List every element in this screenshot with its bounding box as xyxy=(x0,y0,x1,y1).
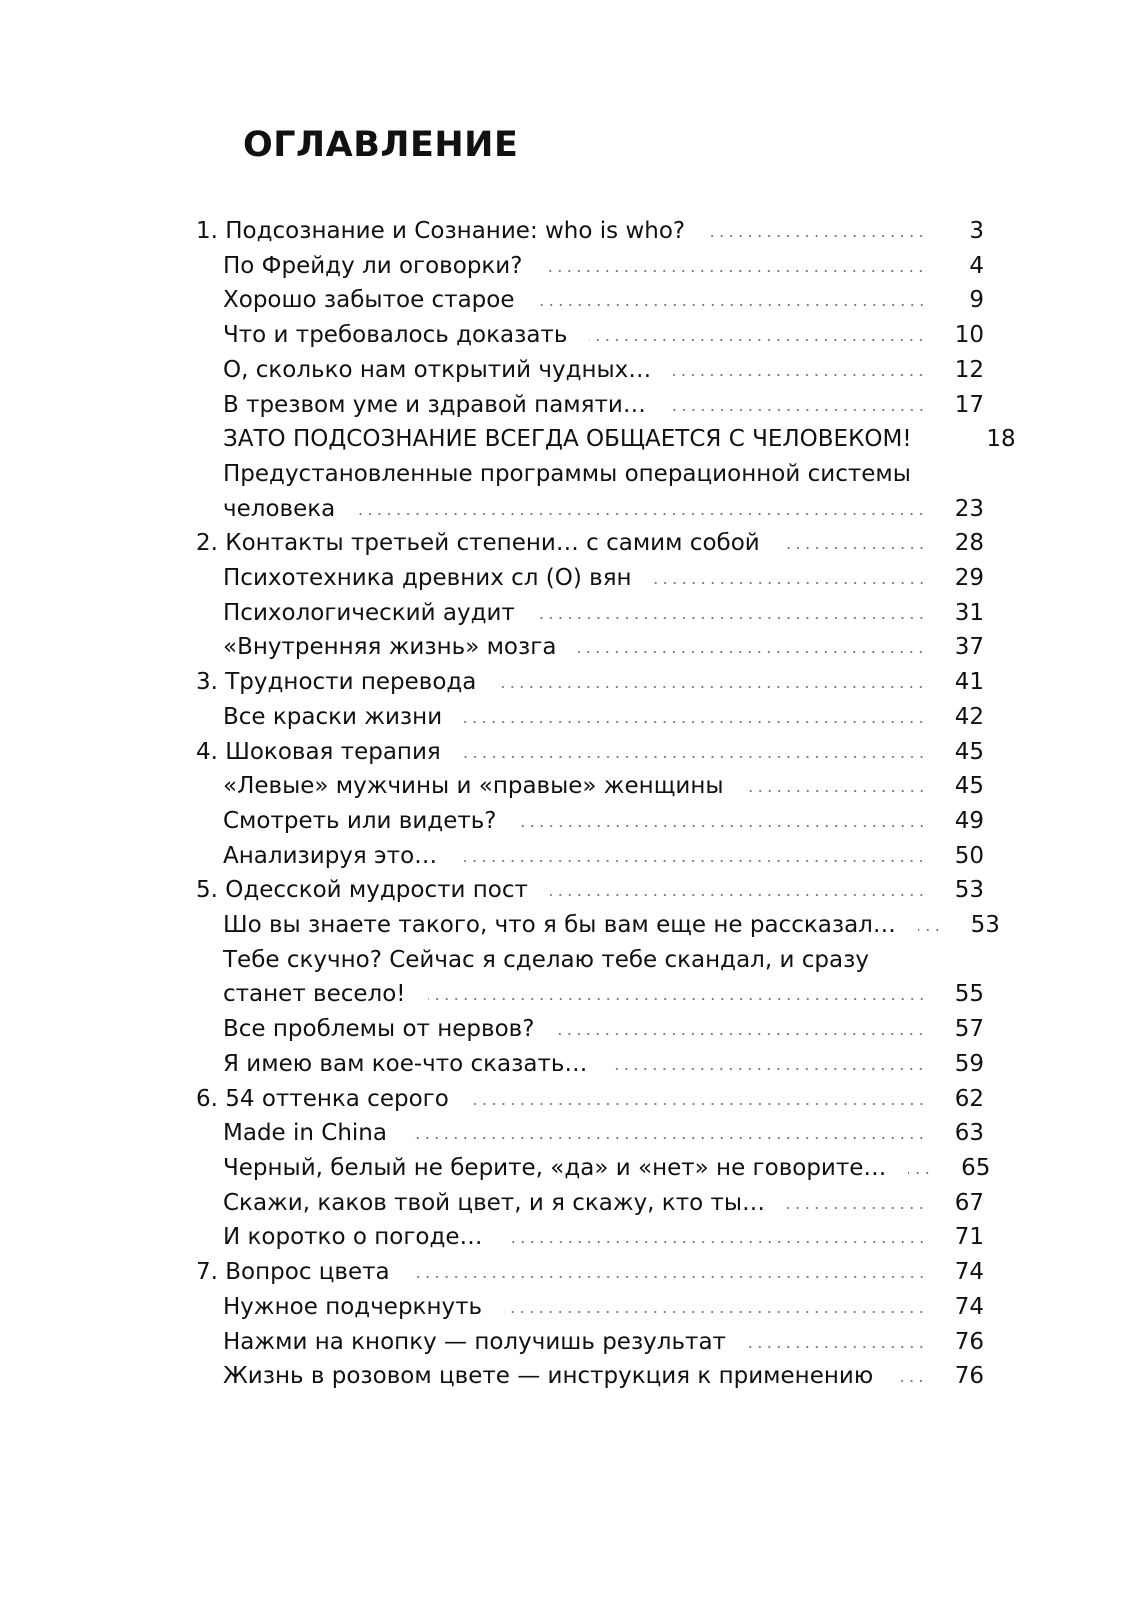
dot-leader xyxy=(464,720,926,724)
toc-entry-title: 4. Шоковая терапия xyxy=(196,738,441,765)
dot-leader xyxy=(707,234,926,238)
toc-section-entry xyxy=(196,908,1000,943)
toc-page-number: 74 xyxy=(954,1293,984,1320)
toc-page-number: 12 xyxy=(954,356,984,383)
toc-entry-title: 3. Трудности перевода xyxy=(196,669,477,696)
dot-leader xyxy=(412,1275,926,1279)
toc-chapter-entry xyxy=(196,214,984,249)
toc-entry-title: «Внутренняя жизнь» мозга xyxy=(223,634,557,661)
dot-leader xyxy=(519,824,926,828)
toc-page-number: 42 xyxy=(954,703,984,730)
dot-leader xyxy=(782,546,926,550)
toc-page-number: 67 xyxy=(954,1189,984,1216)
toc-page-number: 53 xyxy=(970,912,1000,939)
toc-page-number: 31 xyxy=(954,599,984,626)
toc-page-number: 3 xyxy=(969,218,984,244)
toc-entry-title: И коротко о погоде… xyxy=(223,1224,483,1251)
table-of-contents xyxy=(196,214,1016,1394)
dot-leader xyxy=(498,685,926,689)
toc-entry-title: 6. 54 оттенка серого xyxy=(196,1085,449,1112)
toc-page-number: 18 xyxy=(986,426,1016,453)
toc-section-entry xyxy=(196,769,984,804)
toc-entry-title: Черный, белый не берите, «да» и «нет» не говорите… xyxy=(223,1154,887,1181)
toc-section-entry xyxy=(196,943,984,1012)
dot-leader xyxy=(409,1136,926,1140)
toc-entry-title: Шо вы знаете такого, что я бы вам еще не рассказал… xyxy=(223,912,896,939)
toc-page-number: 57 xyxy=(954,1016,984,1043)
toc-page-number: 10 xyxy=(954,322,984,349)
toc-page-number: 71 xyxy=(954,1224,984,1251)
toc-entry-title: 2. Контакты третьей степени… с самим собой xyxy=(196,530,760,557)
dot-leader xyxy=(544,269,926,273)
toc-entry-title: Психотехника древних сл (О) вян xyxy=(223,565,632,592)
toc-page-number: 65 xyxy=(961,1154,991,1181)
dot-leader xyxy=(609,1067,926,1071)
toc-page-number: 9 xyxy=(969,287,984,314)
toc-page-number: 53 xyxy=(954,877,984,904)
toc-chapter-entry xyxy=(196,665,984,700)
toc-section-entry xyxy=(196,596,984,631)
toc-page-number: 76 xyxy=(954,1328,984,1355)
toc-entry-title: О, сколько нам открытий чудных… xyxy=(223,356,652,383)
toc-page-number: 49 xyxy=(954,807,984,834)
dot-leader xyxy=(787,1206,926,1210)
toc-page-number: 29 xyxy=(954,565,984,592)
toc-section-entry xyxy=(196,1290,984,1325)
toc-page-number: 41 xyxy=(954,669,984,696)
toc-section-entry xyxy=(196,249,984,284)
dot-leader xyxy=(463,755,926,759)
toc-entry-title: 5. Одесской мудрости пост xyxy=(196,877,528,904)
toc-section-entry xyxy=(196,630,984,665)
toc-page-number: 28 xyxy=(954,530,984,557)
toc-page-number: 62 xyxy=(954,1085,984,1112)
toc-entry-title: Я имею вам кое-что сказать… xyxy=(223,1050,588,1077)
toc-page-number: 59 xyxy=(954,1050,984,1077)
toc-section-entry xyxy=(196,1012,984,1047)
toc-entry-title: 7. Вопрос цвета xyxy=(196,1259,390,1286)
toc-chapter-entry xyxy=(196,735,984,770)
toc-entry-title: Психологический аудит xyxy=(223,599,515,626)
toc-page-number: 45 xyxy=(954,738,984,765)
toc-section-entry xyxy=(196,1325,984,1360)
toc-entry-title: Made in China xyxy=(223,1120,387,1147)
toc-entry-title: Скажи, каков твой цвет, и я скажу, кто ты… xyxy=(223,1189,766,1216)
toc-entry-title: Анализируя это… xyxy=(223,842,438,869)
toc-section-entry xyxy=(196,1220,984,1255)
toc-heading: ОГЛАВЛЕНИЕ xyxy=(243,125,519,165)
toc-chapter-entry xyxy=(196,873,984,908)
dot-leader xyxy=(589,338,926,342)
dot-leader xyxy=(537,303,927,307)
toc-page-number: 50 xyxy=(954,842,984,869)
toc-entry-title: Жизнь в розовом цвете — инструкция к применению xyxy=(223,1363,874,1390)
dot-leader xyxy=(459,859,926,863)
toc-entry-title: По Фрейду ли оговорки? xyxy=(223,252,523,279)
dot-leader xyxy=(673,373,926,377)
toc-chapter-entry xyxy=(196,1255,984,1290)
toc-section-entry xyxy=(196,422,1016,457)
toc-chapter-entry xyxy=(196,1082,984,1117)
toc-chapter-entry xyxy=(196,526,984,561)
toc-page-number: 37 xyxy=(954,634,984,661)
toc-page-number: 55 xyxy=(954,981,984,1008)
toc-page-number: 74 xyxy=(954,1259,984,1286)
dot-leader xyxy=(357,512,926,516)
toc-section-entry xyxy=(196,1151,991,1186)
toc-section-entry xyxy=(196,318,984,353)
toc-section-entry xyxy=(196,561,984,596)
dot-leader xyxy=(578,650,926,654)
toc-page-number: 45 xyxy=(954,773,984,800)
toc-section-entry xyxy=(196,700,984,735)
toc-entry-title: В трезвом уме и здравой памяти… xyxy=(223,391,646,418)
toc-section-entry xyxy=(196,388,984,423)
toc-page-number: 4 xyxy=(969,252,984,279)
dot-leader xyxy=(505,1240,926,1244)
toc-section-entry xyxy=(196,457,984,526)
toc-entry-title: Хорошо забытое старое xyxy=(223,287,515,314)
dot-leader xyxy=(654,581,926,585)
toc-entry-title: Все краски жизни xyxy=(223,703,443,730)
toc-entry-title: Что и требовалось доказать xyxy=(223,322,568,349)
toc-page-number: 63 xyxy=(954,1120,984,1147)
dot-leader xyxy=(895,1379,926,1383)
toc-entry-title: Все проблемы от нервов? xyxy=(223,1016,535,1043)
toc-section-entry xyxy=(196,1047,984,1082)
toc-section-entry xyxy=(196,283,984,318)
toc-section-entry xyxy=(196,353,984,388)
toc-entry-title: станет весело! xyxy=(223,981,406,1008)
dot-leader xyxy=(908,1171,932,1175)
dot-leader xyxy=(748,1345,926,1349)
toc-entry-title: 1. Подсознание и Сознание: who is who? xyxy=(196,218,686,244)
dot-leader xyxy=(556,1032,926,1036)
toc-section-entry xyxy=(196,1186,984,1221)
dot-leader xyxy=(746,789,926,793)
dot-leader xyxy=(550,893,926,897)
toc-entry-title: Смотреть или видеть? xyxy=(223,807,497,834)
toc-entry-title: человека xyxy=(223,495,336,522)
toc-entry-title: Предустановленные программы операционной системы xyxy=(223,460,911,487)
toc-entry-title: Нажми на кнопку — получишь результат xyxy=(223,1328,726,1355)
toc-section-entry xyxy=(196,804,984,839)
toc-section-entry xyxy=(196,1359,984,1394)
toc-entry-title: «Левые» мужчины и «правые» женщины xyxy=(223,773,724,800)
toc-section-entry xyxy=(196,839,984,874)
toc-entry-title: Тебе скучно? Сейчас я сделаю тебе скандал, и сразу xyxy=(223,946,869,973)
toc-section-entry xyxy=(196,1116,984,1151)
dot-leader xyxy=(918,928,942,932)
dot-leader xyxy=(537,616,926,620)
dot-leader xyxy=(504,1310,926,1314)
toc-entry-title: ЗАТО ПОДСОЗНАНИЕ ВСЕГДА ОБЩАЕТСЯ С ЧЕЛОВЕКОМ! xyxy=(223,426,912,453)
dot-leader xyxy=(428,997,926,1001)
toc-page-number: 23 xyxy=(954,495,984,522)
dot-leader xyxy=(668,408,926,412)
dot-leader xyxy=(471,1102,926,1106)
toc-entry-title: Нужное подчеркнуть xyxy=(223,1293,483,1320)
toc-page-number: 76 xyxy=(954,1363,984,1390)
toc-page-number: 17 xyxy=(954,391,984,418)
